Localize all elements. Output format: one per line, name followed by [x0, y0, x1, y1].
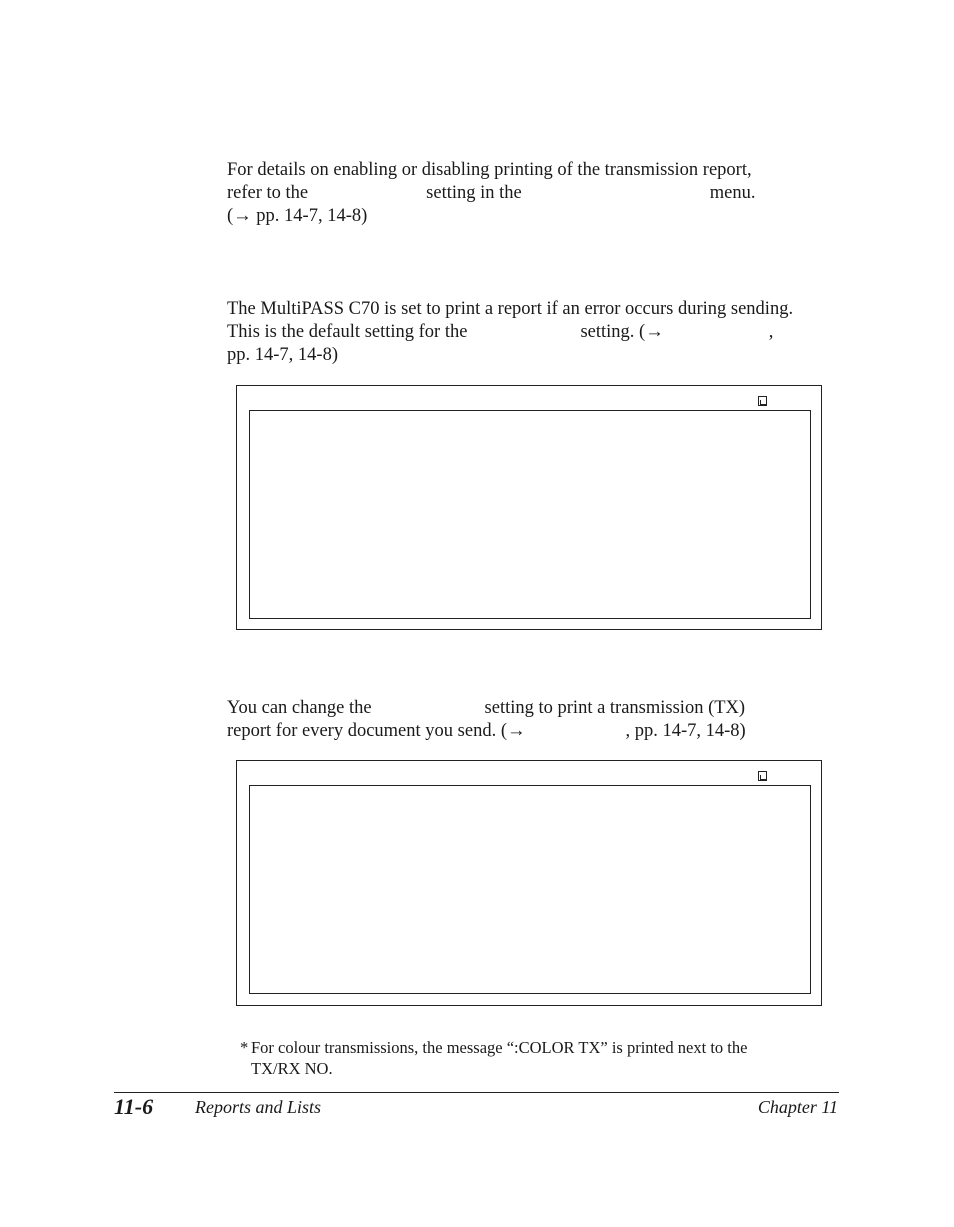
- tx-report-sample: [236, 760, 822, 1006]
- document-icon: [758, 396, 767, 406]
- footnote-mark: *: [240, 1038, 249, 1057]
- document-icon: [758, 771, 767, 781]
- error-report-paragraph: [227, 298, 793, 367]
- tx-report-sample-body: [249, 785, 811, 994]
- error-report-line-2-end: ,: [768, 322, 774, 342]
- intro-line-2-start: refer to the: [227, 183, 309, 203]
- footer-section-title: Reports and Lists: [195, 1097, 322, 1117]
- error-report-line-2-start: This is the default setting for the: [227, 322, 468, 342]
- intro-line-3: (→ pp. 14-7, 14-8): [227, 206, 368, 226]
- error-report-sample-body: [249, 410, 811, 619]
- error-report-line-1: The MultiPASS C70 is set to print a report if an error occurs during sending.: [227, 299, 794, 319]
- error-report-sample: [236, 385, 822, 630]
- footer-chapter: Chapter 11: [757, 1097, 838, 1117]
- footnote-line-1: For colour transmissions, the message “:COLOR TX” is printed next to the: [251, 1038, 748, 1057]
- intro-line-2-middle: setting in the: [426, 183, 522, 203]
- tx-report-line-2-end: , pp. 14-7, 14-8): [625, 721, 746, 741]
- tx-report-paragraph: [227, 697, 746, 743]
- tx-report-line-1-end: setting to print a transmission (TX): [484, 698, 746, 718]
- error-report-line-3: pp. 14-7, 14-8): [227, 345, 338, 365]
- intro-paragraph: [227, 159, 755, 228]
- error-report-line-2-middle: setting. (→: [580, 322, 664, 342]
- footer-rule: [114, 1092, 839, 1093]
- page-number: 11-6: [114, 1094, 154, 1119]
- footnote-line-2: TX/RX NO.: [251, 1059, 333, 1078]
- intro-line-2-end: menu.: [709, 183, 756, 203]
- footnote: [240, 1037, 747, 1079]
- tx-report-line-2-start: report for every document you send. (→: [227, 721, 526, 741]
- tx-report-line-1-start: You can change the: [227, 698, 372, 718]
- intro-line-1: For details on enabling or disabling printing of the transmission report,: [227, 160, 752, 180]
